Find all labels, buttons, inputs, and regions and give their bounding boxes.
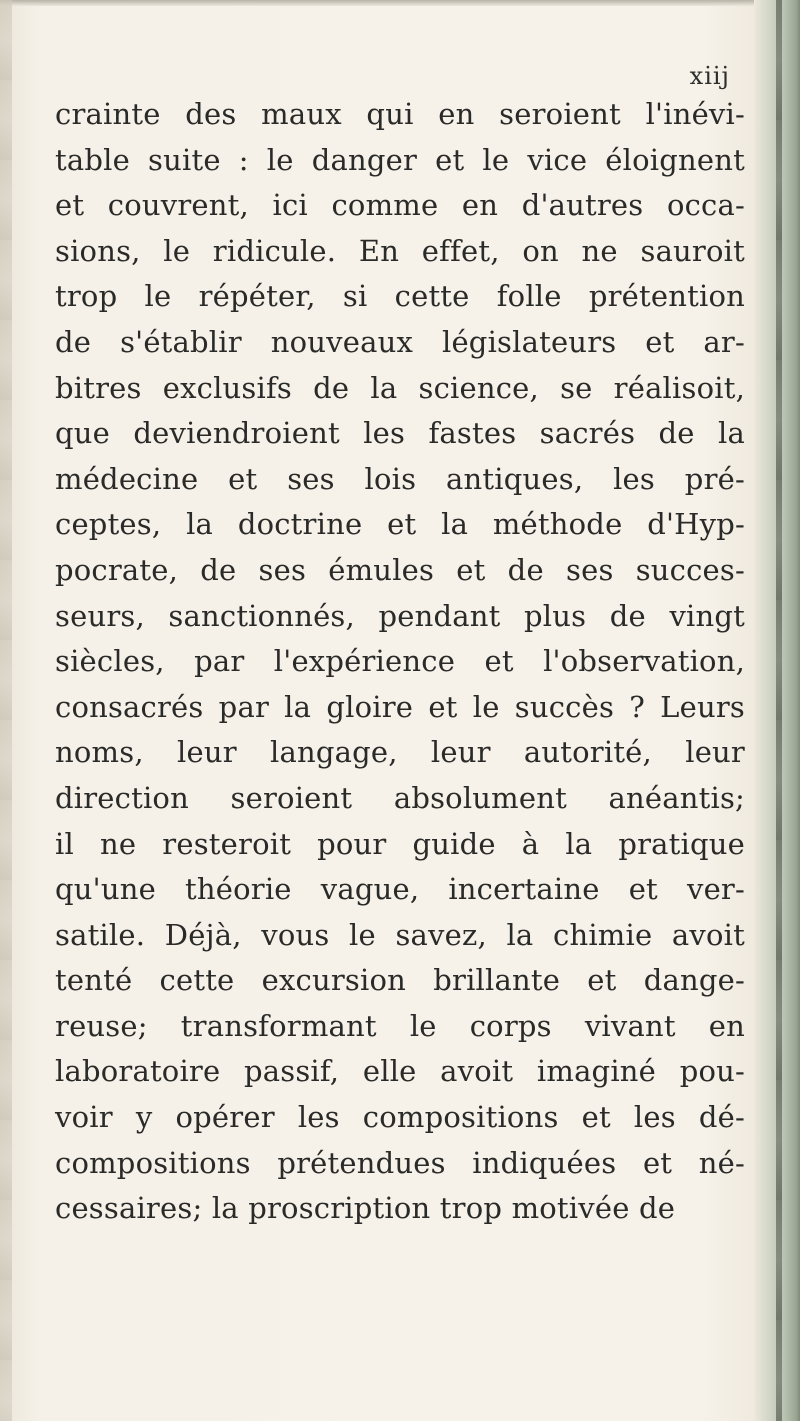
text-line: compositions prétendues indiquées et né- [55, 1145, 745, 1180]
text-line: médecine et ses lois antiques, les pré- [55, 461, 745, 496]
text-line: seurs, sanctionnés, pendant plus de vingt [55, 598, 745, 633]
text-line: qu'une théorie vague, incertaine et ver- [55, 872, 745, 907]
text-line: ceptes, la doctrine et la méthode d'Hyp- [55, 507, 745, 542]
text-line: siècles, par l'expérience et l'observation, [55, 644, 745, 679]
text-line: laboratoire passif, elle avoit imaginé pou- [55, 1054, 745, 1089]
text-line: consacrés par la gloire et le succès ? Leurs [55, 689, 745, 724]
page-top-edge [0, 0, 800, 6]
text-line: direction seroient absolument anéantis; [55, 780, 745, 815]
text-line: cessaires; la proscription trop motivée de [55, 1191, 676, 1226]
text-line: sions, le ridicule. En effet, on ne sauroit [55, 233, 745, 268]
body-text [55, 92, 745, 1232]
text-line: et couvrent, ici comme en d'autres occa- [55, 188, 745, 223]
text-line: satile. Déjà, vous le savez, la chimie avoit [55, 917, 745, 952]
text-line: il ne resteroit pour guide à la pratique [55, 826, 745, 861]
text-line: voir y opérer les compositions et les dé- [55, 1100, 745, 1135]
text-line: que deviendroient les fastes sacrés de la [55, 416, 745, 451]
text-line: de s'établir nouveaux législateurs et ar- [55, 324, 745, 359]
text-line: pocrate, de ses émules et de ses succes- [55, 552, 745, 587]
text-line: bitres exclusifs de la science, se réalisoit, [55, 370, 745, 405]
text-line: noms, leur langage, leur autorité, leur [55, 735, 745, 770]
text-line: table suite : le danger et le vice éloignent [55, 142, 745, 177]
page-left-edge [0, 0, 12, 1421]
text-line: tenté cette excursion brillante et dange- [55, 963, 745, 998]
page-number: xiij [689, 62, 730, 90]
text-line: reuse; transformant le corps vivant en [55, 1008, 745, 1043]
text-line: crainte des maux qui en seroient l'inévi- [55, 97, 745, 131]
book-binding-gutter [754, 0, 800, 1421]
text-line: trop le répéter, si cette folle prétention [55, 279, 745, 314]
